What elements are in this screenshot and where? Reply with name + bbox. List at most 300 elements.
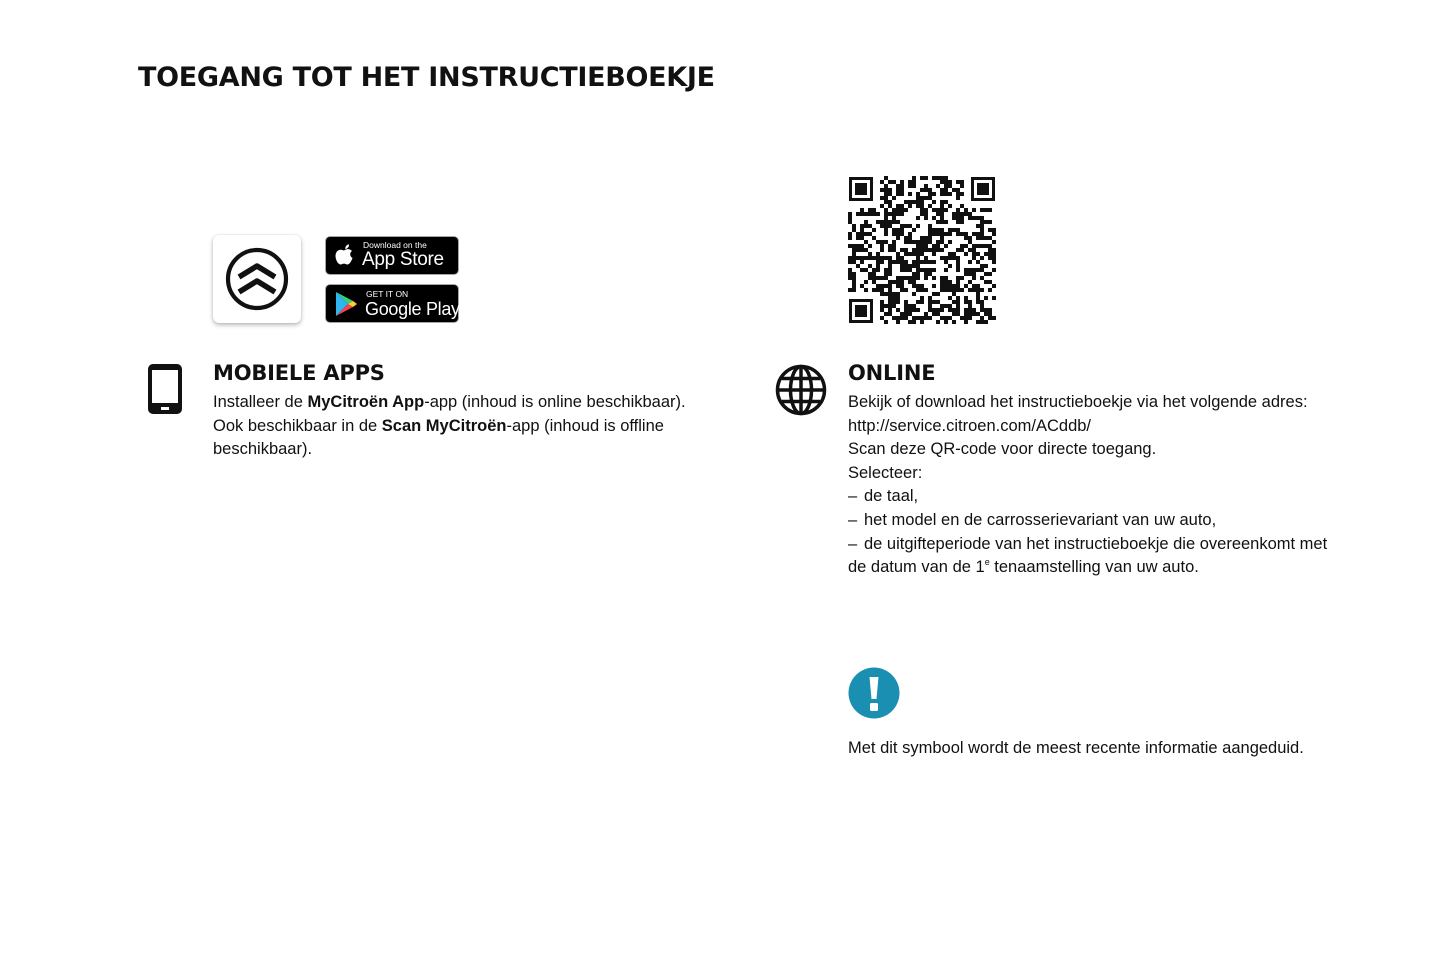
qr-module: [940, 200, 944, 204]
qr-module: [940, 192, 944, 196]
qr-module: [904, 268, 908, 272]
qr-module: [876, 240, 880, 244]
qr-module: [980, 308, 984, 312]
qr-module: [896, 204, 900, 208]
qr-module: [968, 248, 972, 252]
qr-module: [972, 248, 976, 252]
qr-module: [936, 312, 940, 316]
qr-module: [920, 288, 924, 292]
qr-module: [968, 304, 972, 308]
qr-module: [868, 232, 872, 236]
qr-module: [952, 252, 956, 256]
qr-module: [880, 300, 884, 304]
qr-module: [916, 300, 920, 304]
qr-module: [900, 288, 904, 292]
qr-module: [896, 232, 900, 236]
list-item-text: het model en de carrosserievariant van uw auto,: [864, 510, 1217, 529]
qr-module: [864, 248, 868, 252]
qr-module: [920, 240, 924, 244]
qr-module: [980, 276, 984, 280]
qr-module: [848, 244, 852, 248]
qr-module: [872, 268, 876, 272]
qr-finder-top-right: [971, 177, 995, 201]
qr-module: [968, 240, 972, 244]
qr-module: [904, 300, 908, 304]
qr-module: [956, 208, 960, 212]
mycitroen-app-name: MyCitroën App: [307, 393, 425, 411]
qr-module: [912, 176, 916, 180]
qr-module: [948, 256, 952, 260]
qr-module: [848, 272, 852, 276]
qr-module: [892, 180, 896, 184]
qr-module: [940, 308, 944, 312]
qr-module: [856, 236, 860, 240]
qr-module: [880, 304, 884, 308]
qr-module: [856, 212, 860, 216]
qr-module: [884, 188, 888, 192]
qr-module: [940, 180, 944, 184]
qr-module: [976, 296, 980, 300]
list-item: [848, 533, 1368, 557]
qr-module: [876, 288, 880, 292]
qr-module: [948, 296, 952, 300]
qr-module: [920, 188, 924, 192]
qr-module: [900, 180, 904, 184]
qr-module: [860, 232, 864, 236]
qr-module: [884, 256, 888, 260]
qr-module: [980, 288, 984, 292]
qr-module: [956, 300, 960, 304]
qr-module: [976, 292, 980, 296]
qr-module: [900, 284, 904, 288]
qr-module: [948, 240, 952, 244]
qr-module: [944, 180, 948, 184]
qr-module: [928, 224, 932, 228]
qr-module: [964, 296, 968, 300]
qr-module: [904, 236, 908, 240]
qr-module: [960, 276, 964, 280]
qr-module: [852, 284, 856, 288]
qr-module: [880, 292, 884, 296]
qr-module: [956, 188, 960, 192]
qr-module: [892, 304, 896, 308]
qr-module: [924, 248, 928, 252]
qr-module: [904, 276, 908, 280]
qr-module: [988, 244, 992, 248]
qr-module: [940, 228, 944, 232]
qr-module: [972, 268, 976, 272]
qr-module: [904, 304, 908, 308]
qr-module: [860, 224, 864, 228]
qr-module: [968, 236, 972, 240]
qr-module: [964, 244, 968, 248]
qr-module: [960, 216, 964, 220]
google-play-icon: [334, 291, 358, 317]
qr-module: [976, 260, 980, 264]
qr-module: [984, 308, 988, 312]
qr-module: [924, 272, 928, 276]
qr-module: [920, 268, 924, 272]
qr-module: [984, 208, 988, 212]
qr-module: [888, 260, 892, 264]
qr-module: [960, 316, 964, 320]
qr-module: [868, 272, 872, 276]
qr-module: [876, 276, 880, 280]
qr-module: [944, 256, 948, 260]
qr-module: [988, 228, 992, 232]
qr-module: [992, 248, 996, 252]
qr-module: [944, 268, 948, 272]
qr-module: [944, 260, 948, 264]
qr-module: [888, 272, 892, 276]
qr-module: [956, 220, 960, 224]
qr-module: [956, 180, 960, 184]
qr-module: [848, 212, 852, 216]
qr-module: [976, 232, 980, 236]
mobile-apps-heading: MOBIELE APPS: [213, 361, 385, 385]
qr-module: [972, 232, 976, 236]
qr-module: [940, 208, 944, 212]
qr-module: [948, 228, 952, 232]
qr-module: [972, 256, 976, 260]
qr-module: [948, 316, 952, 320]
qr-module: [952, 228, 956, 232]
qr-module: [936, 212, 940, 216]
qr-module: [984, 244, 988, 248]
qr-module: [884, 216, 888, 220]
qr-module: [920, 244, 924, 248]
qr-module: [928, 204, 932, 208]
qr-module: [900, 312, 904, 316]
qr-module: [928, 228, 932, 232]
qr-module: [956, 308, 960, 312]
qr-module: [908, 204, 912, 208]
qr-module: [944, 304, 948, 308]
qr-module: [944, 284, 948, 288]
qr-module: [848, 276, 852, 280]
qr-module: [916, 200, 920, 204]
qr-module: [916, 248, 920, 252]
qr-module: [924, 208, 928, 212]
qr-module: [912, 260, 916, 264]
qr-module: [892, 220, 896, 224]
qr-module: [984, 264, 988, 268]
qr-module: [972, 284, 976, 288]
qr-module: [896, 208, 900, 212]
qr-module: [944, 200, 948, 204]
qr-module: [920, 208, 924, 212]
qr-module: [848, 220, 852, 224]
qr-module: [912, 228, 916, 232]
qr-module: [980, 316, 984, 320]
qr-module: [992, 296, 996, 300]
qr-module: [992, 316, 996, 320]
app-store-badge[interactable]: [325, 236, 459, 275]
qr-module: [948, 232, 952, 236]
qr-module: [908, 232, 912, 236]
qr-module: [920, 260, 924, 264]
qr-module: [884, 192, 888, 196]
qr-module: [880, 256, 884, 260]
qr-module: [964, 312, 968, 316]
qr-module: [980, 264, 984, 268]
qr-module: [952, 312, 956, 316]
qr-module: [960, 180, 964, 184]
smartphone-icon: [146, 363, 184, 415]
qr-module: [852, 224, 856, 228]
qr-module: [936, 248, 940, 252]
qr-module: [968, 312, 972, 316]
qr-module: [964, 284, 968, 288]
qr-module: [888, 244, 892, 248]
qr-module: [992, 232, 996, 236]
qr-module: [972, 216, 976, 220]
qr-module: [896, 256, 900, 260]
qr-module: [896, 212, 900, 216]
qr-module: [904, 208, 908, 212]
qr-module: [896, 280, 900, 284]
qr-module: [896, 284, 900, 288]
qr-module: [960, 244, 964, 248]
qr-module: [900, 212, 904, 216]
qr-module: [960, 212, 964, 216]
mobile-line-1: [213, 391, 713, 415]
qr-module: [860, 260, 864, 264]
qr-module: [948, 264, 952, 268]
qr-module: [908, 200, 912, 204]
qr-module: [884, 292, 888, 296]
qr-module: [944, 192, 948, 196]
qr-module: [928, 268, 932, 272]
qr-module: [908, 240, 912, 244]
qr-module: [992, 260, 996, 264]
qr-module: [940, 316, 944, 320]
qr-module: [944, 276, 948, 280]
qr-module: [956, 196, 960, 200]
qr-module: [968, 216, 972, 220]
qr-module: [888, 300, 892, 304]
qr-module: [912, 180, 916, 184]
mobile-apps-text: [213, 391, 713, 462]
qr-module: [920, 248, 924, 252]
qr-module: [884, 200, 888, 204]
qr-module: [880, 248, 884, 252]
qr-module: [884, 208, 888, 212]
qr-module: [932, 312, 936, 316]
qr-module: [892, 260, 896, 264]
qr-module: [960, 248, 964, 252]
mobile-line-2-post: -app (inhoud is offline beschikbaar).: [213, 416, 664, 459]
qr-module: [924, 240, 928, 244]
qr-module: [968, 260, 972, 264]
qr-module: [880, 244, 884, 248]
qr-module: [908, 320, 912, 324]
qr-module: [872, 208, 876, 212]
qr-module: [876, 260, 880, 264]
qr-module: [880, 240, 884, 244]
qr-module: [848, 256, 852, 260]
qr-module: [976, 252, 980, 256]
qr-module: [924, 260, 928, 264]
qr-module: [916, 284, 920, 288]
qr-finder-bottom-left: [849, 299, 873, 323]
qr-module: [928, 236, 932, 240]
qr-module: [980, 320, 984, 324]
qr-module: [888, 180, 892, 184]
qr-module: [888, 264, 892, 268]
qr-module: [904, 312, 908, 316]
qr-module: [888, 296, 892, 300]
qr-module: [968, 280, 972, 284]
qr-module: [976, 244, 980, 248]
qr-module: [948, 284, 952, 288]
qr-module: [880, 308, 884, 312]
qr-module: [908, 180, 912, 184]
qr-module: [856, 244, 860, 248]
page-title: TOEGANG TOT HET INSTRUCTIEBOEKJE: [138, 62, 715, 93]
qr-module: [984, 272, 988, 276]
qr-module: [936, 208, 940, 212]
last-line-post: tenaamstelling van uw auto.: [989, 558, 1199, 577]
qr-module: [976, 236, 980, 240]
qr-module: [852, 276, 856, 280]
qr-module: [936, 292, 940, 296]
qr-module: [936, 184, 940, 188]
qr-module: [856, 256, 860, 260]
qr-module: [920, 200, 924, 204]
qr-module: [908, 268, 912, 272]
qr-module: [900, 192, 904, 196]
qr-module: [984, 252, 988, 256]
qr-module: [864, 220, 868, 224]
qr-module: [976, 216, 980, 220]
qr-module: [868, 244, 872, 248]
qr-module: [928, 240, 932, 244]
qr-module: [964, 308, 968, 312]
qr-module: [872, 256, 876, 260]
online-url-link[interactable]: http://service.citroen.com/ACddb/: [848, 416, 1092, 435]
qr-module: [896, 292, 900, 296]
qr-module: [976, 300, 980, 304]
qr-module: [880, 260, 884, 264]
qr-module: [900, 184, 904, 188]
qr-module: [884, 224, 888, 228]
qr-module: [964, 268, 968, 272]
qr-module: [912, 316, 916, 320]
qr-module: [872, 280, 876, 284]
qr-module: [932, 260, 936, 264]
qr-module: [868, 264, 872, 268]
qr-module: [880, 284, 884, 288]
qr-module: [876, 264, 880, 268]
qr-module: [908, 184, 912, 188]
qr-module: [884, 232, 888, 236]
qr-module: [904, 240, 908, 244]
qr-module: [852, 256, 856, 260]
online-heading: ONLINE: [848, 361, 936, 385]
qr-module: [988, 272, 992, 276]
qr-module: [984, 312, 988, 316]
qr-module: [964, 208, 968, 212]
qr-module: [892, 228, 896, 232]
qr-module: [976, 224, 980, 228]
qr-module: [912, 248, 916, 252]
qr-module: [860, 212, 864, 216]
qr-module: [928, 260, 932, 264]
qr-module: [976, 320, 980, 324]
qr-module: [956, 228, 960, 232]
qr-module: [988, 312, 992, 316]
qr-module: [992, 240, 996, 244]
qr-module: [984, 220, 988, 224]
info-note-text: Met dit symbool wordt de meest recente informatie aangeduid.: [848, 739, 1304, 757]
qr-module: [952, 320, 956, 324]
qr-module: [884, 240, 888, 244]
qr-module: [976, 268, 980, 272]
qr-module: [884, 268, 888, 272]
mycitroen-app-tile[interactable]: [213, 235, 301, 323]
qr-module: [932, 292, 936, 296]
qr-module: [940, 256, 944, 260]
qr-module: [884, 176, 888, 180]
google-play-badge[interactable]: [325, 284, 459, 323]
qr-module: [912, 276, 916, 280]
qr-module: [960, 184, 964, 188]
qr-module: [896, 316, 900, 320]
qr-module: [924, 212, 928, 216]
qr-module: [892, 208, 896, 212]
qr-module: [944, 316, 948, 320]
list-item-continuation: [848, 556, 1368, 580]
qr-module: [956, 284, 960, 288]
qr-module: [956, 304, 960, 308]
qr-module: [940, 216, 944, 220]
qr-module: [924, 196, 928, 200]
qr-module: [944, 188, 948, 192]
qr-module: [900, 268, 904, 272]
qr-module: [932, 308, 936, 312]
qr-module: [968, 288, 972, 292]
qr-module: [912, 200, 916, 204]
qr-module: [868, 212, 872, 216]
qr-module: [948, 280, 952, 284]
qr-module: [940, 240, 944, 244]
qr-module: [908, 312, 912, 316]
qr-module: [940, 212, 944, 216]
qr-module: [928, 196, 932, 200]
qr-module: [956, 312, 960, 316]
qr-module: [972, 244, 976, 248]
qr-module: [936, 244, 940, 248]
qr-module: [940, 220, 944, 224]
qr-module: [916, 196, 920, 200]
qr-module: [932, 208, 936, 212]
qr-module: [852, 260, 856, 264]
qr-module: [900, 204, 904, 208]
qr-module: [912, 284, 916, 288]
qr-module: [864, 224, 868, 228]
qr-module: [972, 272, 976, 276]
qr-module: [852, 248, 856, 252]
qr-module: [940, 288, 944, 292]
qr-module: [904, 308, 908, 312]
qr-module: [900, 316, 904, 320]
qr-module: [936, 220, 940, 224]
qr-module: [868, 256, 872, 260]
qr-module: [952, 288, 956, 292]
qr-module: [980, 300, 984, 304]
qr-module: [944, 288, 948, 292]
